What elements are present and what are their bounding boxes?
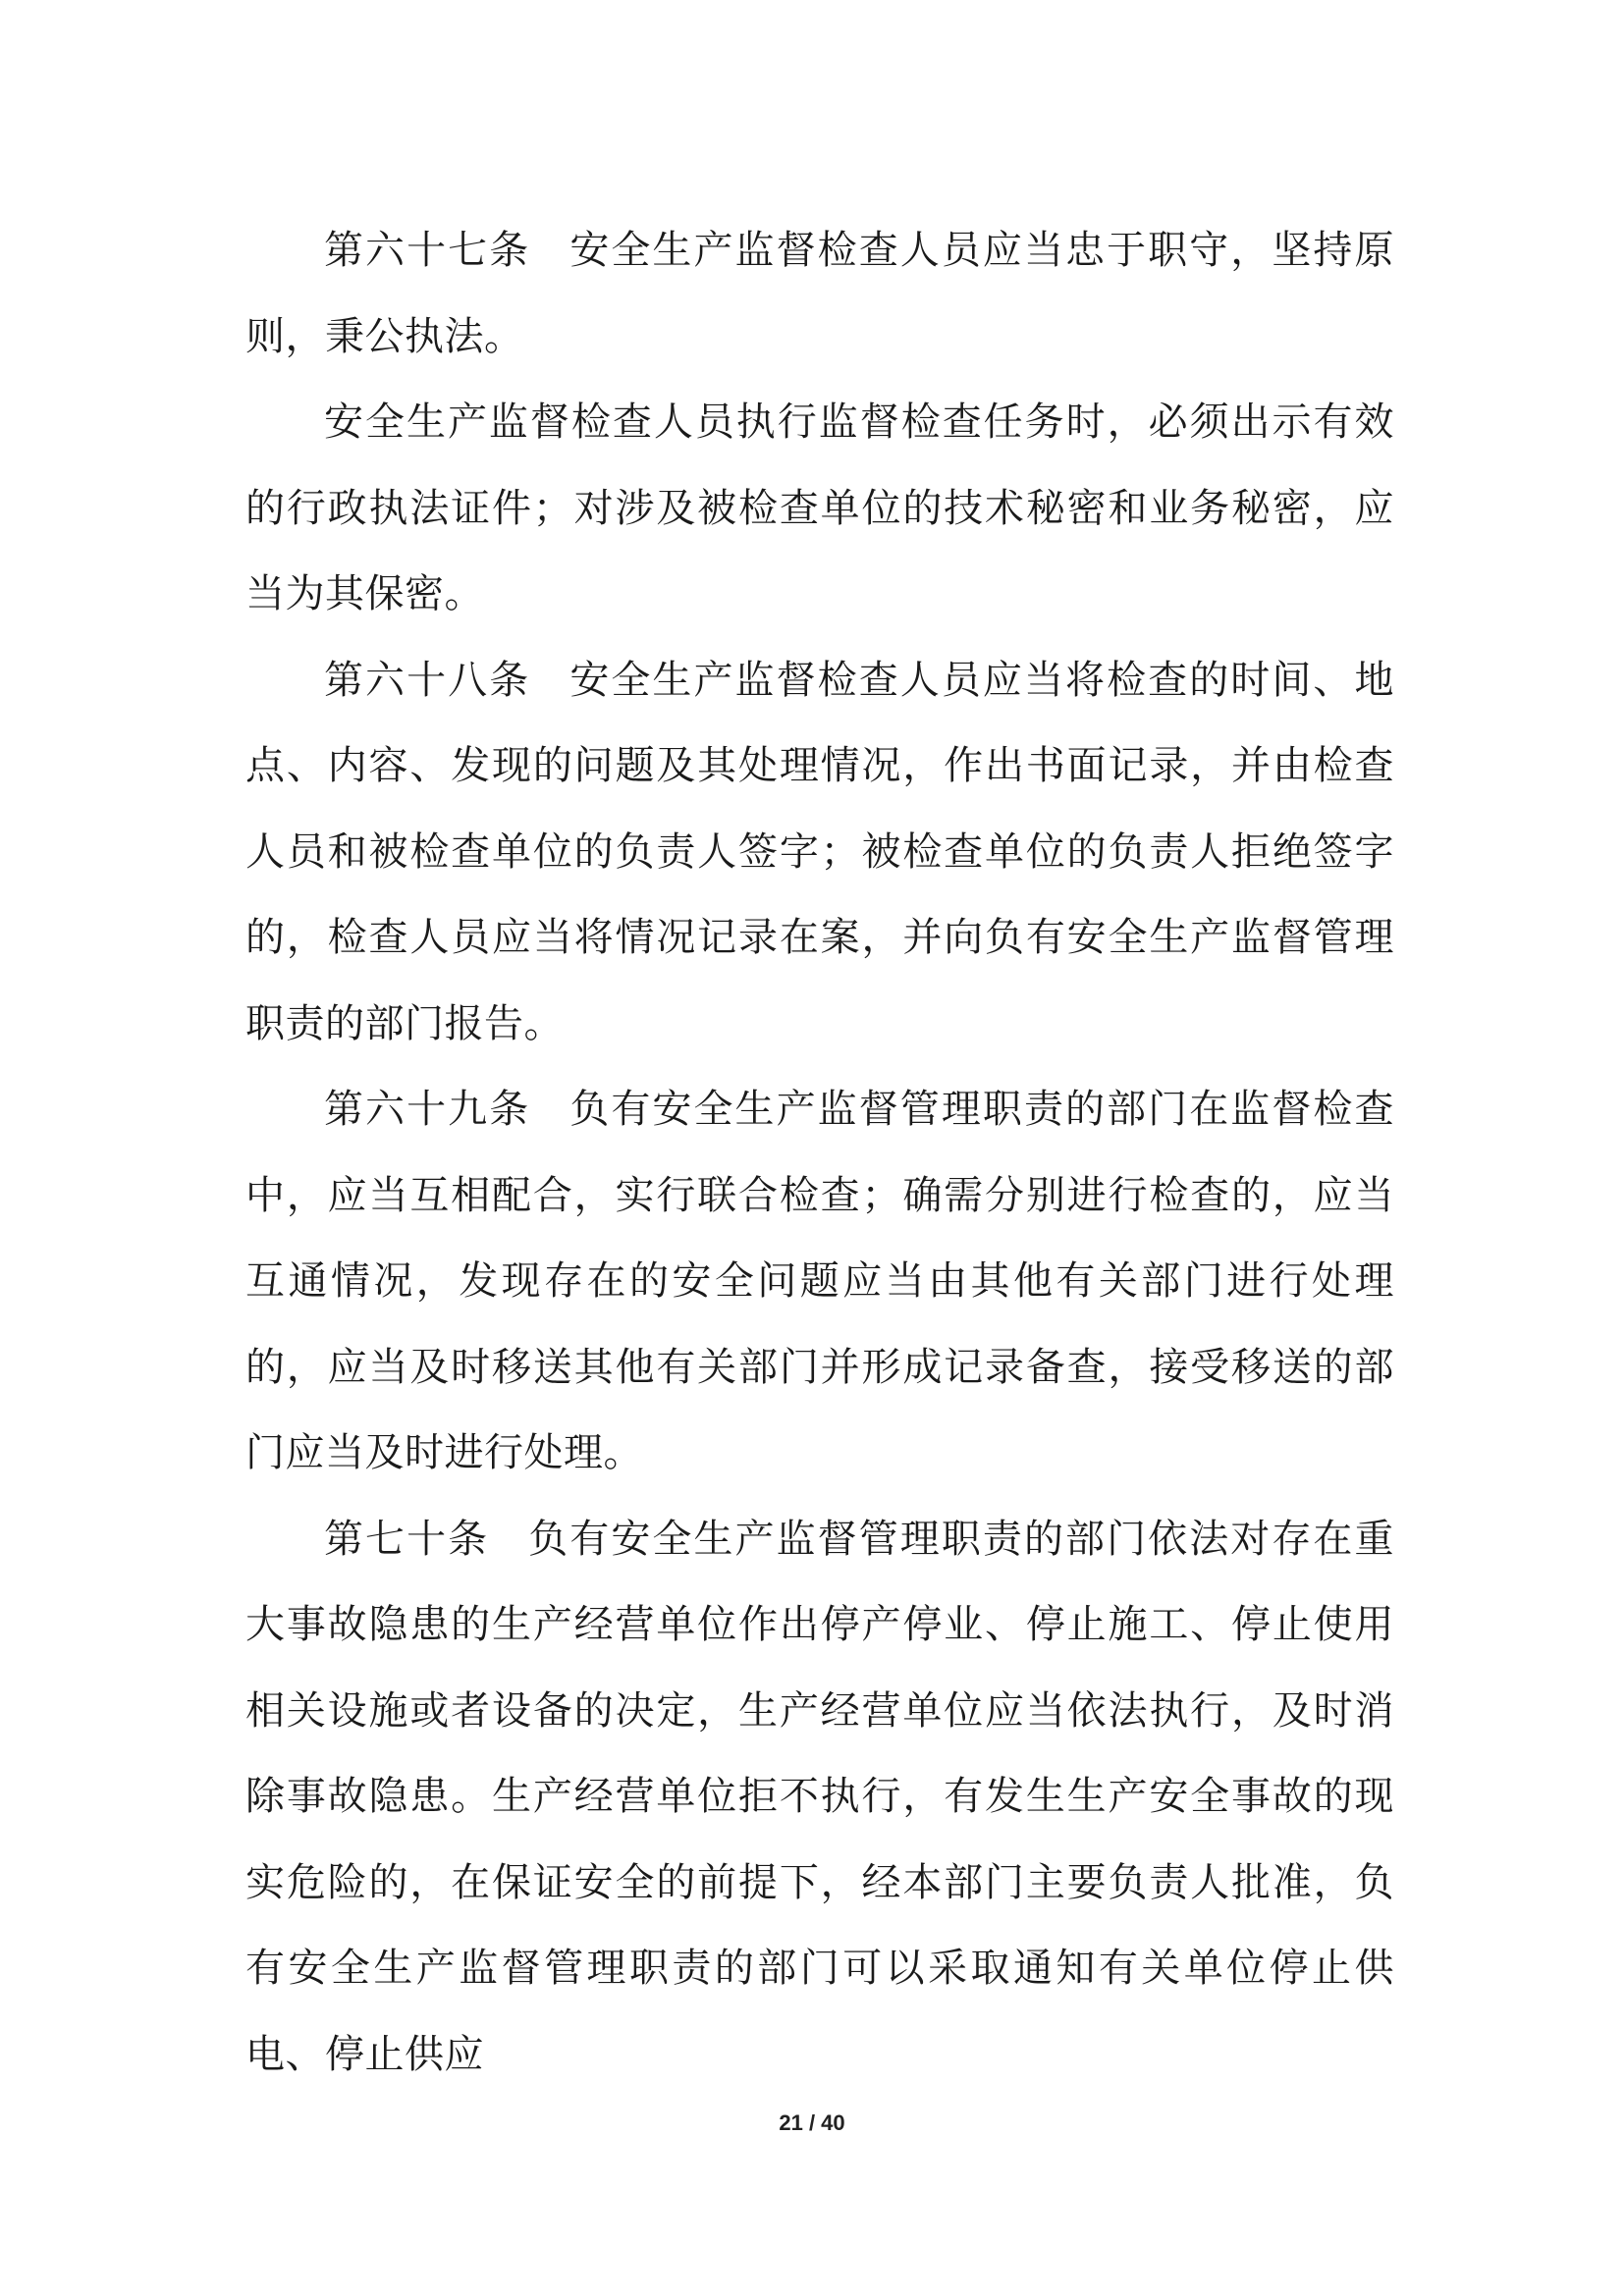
paragraph-article-69 (245, 1067, 1394, 1497)
article-number: 第七十条 (324, 1516, 490, 1562)
article-text: 负有安全生产监督管理职责的部门依法对存在重大事故隐患的生产经营单位作出停产停业、停止施工、停止使用相关设施或者设备的决定，生产经营单位应当依法执行，及时消除事故隐患。生产经营单位拒不执行，有发生生产安全事故的现实危险的，在保证安全的前提下，经本部门主要负责人批准，负有安全生产监督管理职责的部门可以采取通知有关单位停止供电、停止供应 (245, 1516, 1394, 2077)
paragraph-article-68 (245, 638, 1394, 1068)
document-body (245, 208, 1394, 2098)
article-text: 安全生产监督检查人员应当忠于职守，坚持原则，秉公执法。 (245, 228, 1394, 359)
paragraph-article-70 (245, 1497, 1394, 2099)
article-text: 安全生产监督检查人员执行监督检查任务时，必须出示有效的行政执法证件；对涉及被检查单位的技术秘密和业务秘密，应当为其保密。 (245, 400, 1394, 616)
article-number: 第六十九条 (324, 1087, 531, 1132)
article-text: 负有安全生产监督管理职责的部门在监督检查中，应当互相配合，实行联合检查；确需分别进行检查的，应当互通情况，发现存在的安全问题应当由其他有关部门进行处理的，应当及时移送其他有关部门并形成记录备查，接受移送的部门应当及时进行处理。 (245, 1087, 1394, 1475)
page-number: 21 / 40 (779, 2110, 845, 2135)
article-number: 第六十八条 (324, 657, 531, 703)
paragraph-article-67 (245, 208, 1394, 380)
paragraph-article-67-continued (245, 380, 1394, 638)
article-number: 第六十七条 (324, 228, 531, 273)
article-text: 安全生产监督检查人员应当将检查的时间、地点、内容、发现的问题及其处理情况，作出书面记录，并由检查人员和被检查单位的负责人签字；被检查单位的负责人拒绝签字的，检查人员应当将情况记录在案，并向负有安全生产监督管理职责的部门报告。 (245, 657, 1394, 1046)
